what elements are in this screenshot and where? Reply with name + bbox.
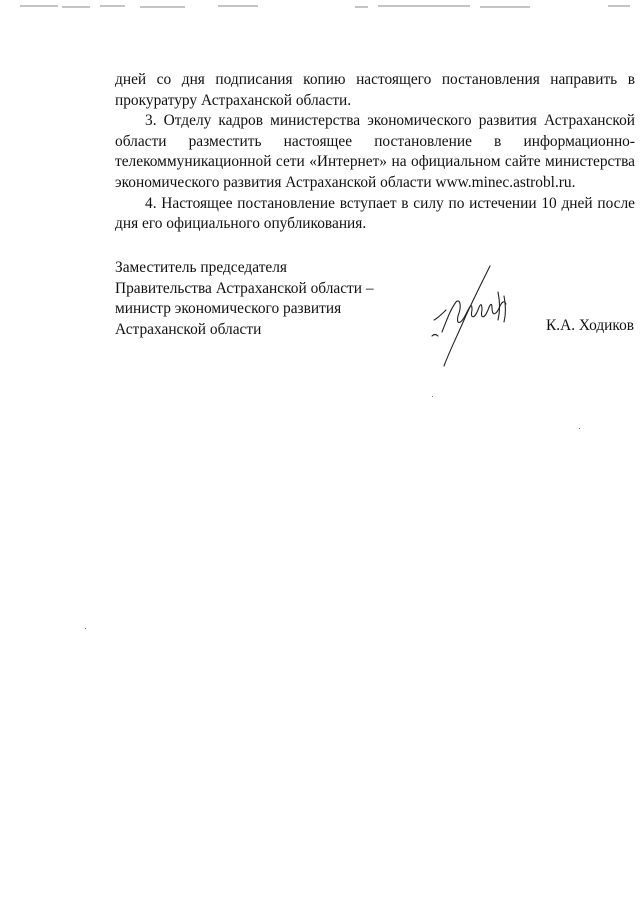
text-line: области разместить настоящее постановление в информационно- [115,132,635,150]
text-line: экономического развития Астраханской области www.minec.astrobl.ru. [115,173,576,191]
scan-artifact-marks [0,0,640,12]
position-line: Заместитель председателя [115,259,288,276]
text-line: 3. Отделу кадров министерства экономического развития Астраханской [145,112,635,130]
text-line: телекоммуникационной сети «Интернет» на официальном сайте министерства [115,153,635,171]
position-line: министр экономического развития [115,300,342,318]
text-line: 4. Настоящее постановление вступает в силу по истечении 10 дней после [145,194,635,212]
paragraph-4 [115,194,635,235]
position-line: Правительства Астраханской области – [115,279,374,297]
scan-speck [579,428,580,429]
paragraph-continuation [115,70,635,111]
scan-speck [432,396,433,397]
position-line: Астраханской области [115,320,262,338]
text-line: дней со дня подписания копию настоящего постановления направить в [115,71,635,88]
paragraph-3 [115,111,635,193]
text-line: дня его официального опубликования. [115,215,367,233]
handwritten-signature [420,262,520,372]
scan-speck [85,628,86,629]
signatory-position [115,258,374,340]
text-line: прокуратуру Астраханской области. [115,91,352,109]
document-body [115,70,635,235]
signer-name: К.А. Ходиков [546,317,635,334]
